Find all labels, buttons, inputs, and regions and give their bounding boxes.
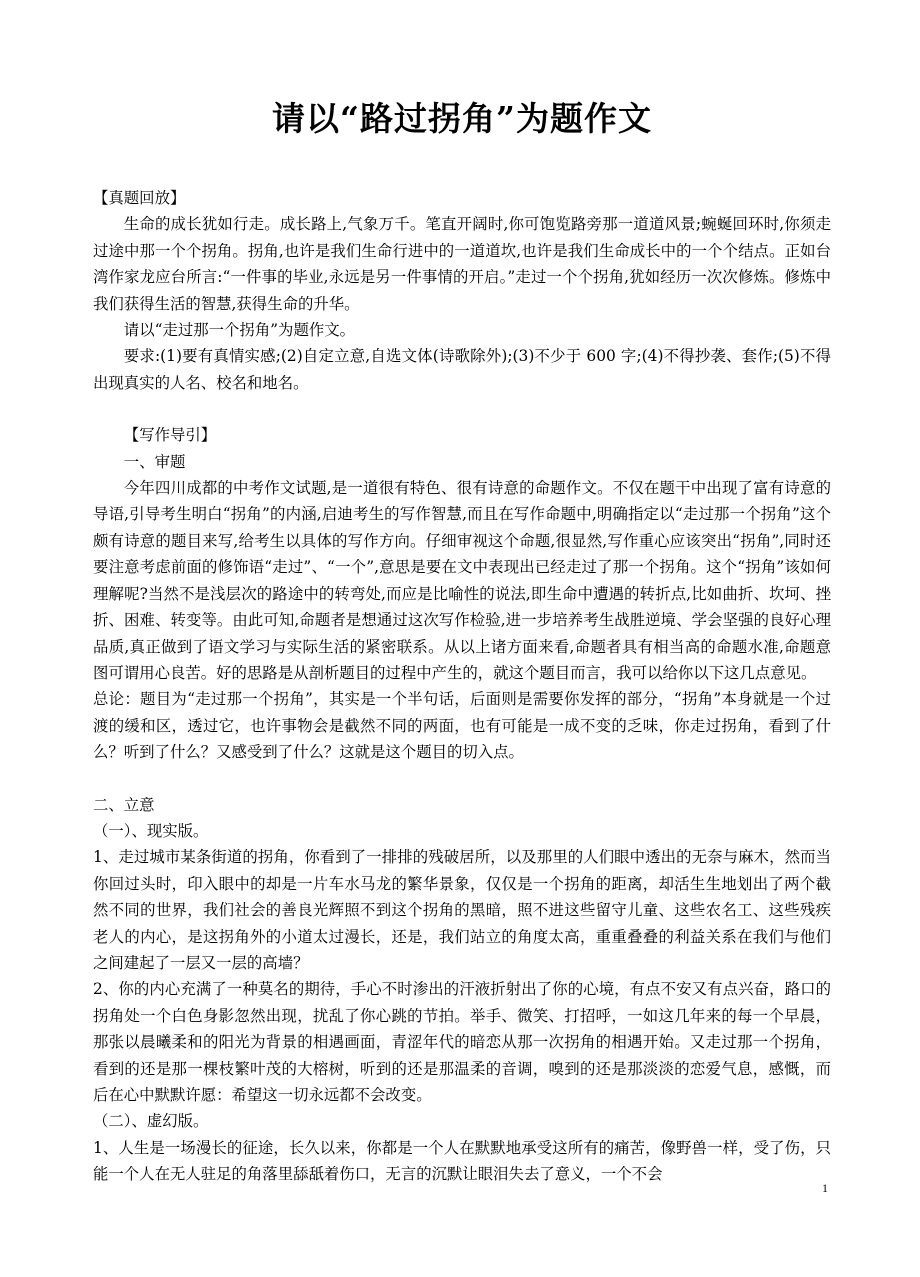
list-item: 1、人生是一场漫长的征途，长久以来，你都是一个人在默默地承受这所有的痛苦，像野兽一样，受了伤，只能一个人在无人驻足的角落里舔舐着伤口，无言的沉默让眼泪失去了意义，一个不会 — [93, 1138, 831, 1184]
spacer — [93, 766, 831, 792]
document-page — [93, 95, 831, 1188]
list-item: 1、走过城市某条街道的拐角，你看到了一排排的残破居所，以及那里的人们眼中透出的无奈与麻木，然而当你回过头时，印入眼中的却是一片车水马龙的繁华景象，仅仅是一个拐角的距离，却活生生地划出了两个截然不同的世界，我们社会的善良光辉照不到这个拐角的黑暗，照不进这些留守儿童、这些农名工、这些残疾老人的内心，是这拐角外的小道太过漫长，还是，我们站立的角度太高，重重叠叠的利益关系在我们与他们之间建起了一层又一层的高墙？ — [93, 848, 831, 972]
paragraph: 今年四川成都的中考作文试题,是一道很有特色、很有诗意的命题作文。不仅在题干中出现了富有诗意的导语,引导考生明白“拐角”的内涵,启迪考生的写作智慧,而且在写作命题中,明确指定以“走过那一个拐角”这个颇有诗意的题目来写,给考生以具体的写作方向。仔细审视这个命题,很显然,写作重心应该突出“拐角”,同时还要注意考虑前面的修饰语“走过”、“一个”,意思是要在文中表现出已经走过了那一个拐角。这个“拐角”该如何理解呢?当然不是浅层次的路途中的转弯处,而应是比喻性的说法,即生命中遭遇的转折点,比如曲折、坎坷、挫折、困难、转变等。由此可知,命题者是想通过这次写作检验,进一步培养考生战胜逆境、学会坚强的良好心理品质,真正做到了语文学习与实际生活的紧密联系。从以上诸方面来看,命题者具有相当高的命题水准,命题意图可谓用心良苦。好的思路是从剖析题目的过程中产生的，就这个题目而言，我可以给你以下这几点意见。 — [93, 479, 831, 682]
paragraph: 总论：题目为“走过那一个拐角”，其实是一个半句话，后面则是需要你发挥的部分，“拐角”本身就是一个过渡的缓和区，透过它，也许事物会是截然不同的两面，也有可能是一成不变的乏味，你走过拐角，看到了什么？听到了什么？又感受到了什么？这就是这个题目的切入点。 — [93, 690, 831, 762]
page-number: 1 — [822, 1181, 828, 1195]
subheading-topic-review: 一、审题 — [123, 452, 186, 471]
spacer — [93, 396, 831, 422]
paragraph: 要求:(1)要有真情实感;(2)自定立意,自选文体(诗歌除外);(3)不少于 600 字;(4)不得抄袭、套作;(5)不得出现真实的人名、校名和地名。 — [93, 347, 831, 392]
section-heading-real-exam: 【真题回放】 — [93, 189, 186, 207]
subheading-fantasy: （二）、虚幻版。 — [93, 1112, 209, 1131]
paragraph: 请以“走过那一个拐角”为题作文。 — [123, 321, 356, 340]
document-title: 请以“路过拐角”为题作文 — [272, 99, 652, 138]
section-heading-concept: 二、立意 — [93, 795, 155, 814]
paragraph: 生命的成长犹如行走。成长路上,气象万千。笔直开阔时,你可饱览路旁那一道道风景;蜿蜒回环时,你须走过途中那一个个拐角。拐角,也许是我们生命行进中的一道道坎,也许是我们生命成长中的一个个结点。正如台湾作家龙应台所言:“一件事的毕业,永远是另一件事情的开启。”走过一个个拐角,犹如经历一次次修炼。修炼中我们获得生活的智慧,获得生命的升华。 — [93, 215, 831, 313]
section-heading-writing-guide: 【写作导引】 — [123, 426, 217, 445]
list-item: 2、你的内心充满了一种莫名的期待，手心不时渗出的汗液折射出了你的心境，有点不安又有点兴奋，路口的拐角处一个白色身影忽然出现，扰乱了你心跳的节拍。举手、微笑、打招呼，一如这几年来的每一个早晨，那张以晨曦柔和的阳光为背景的相遇画面，青涩年代的暗恋从那一次拐角的相遇开始。又走过那一个拐角，看到的还是那一棵枝繁叶茂的大榕树，听到的还是那温柔的音调，嗅到的还是那淡淡的恋爱气息，感慨，而后在心中默默许愿：希望这一切永远都不会改变。 — [93, 980, 831, 1104]
subheading-realistic: （一）、现实版。 — [93, 821, 209, 840]
